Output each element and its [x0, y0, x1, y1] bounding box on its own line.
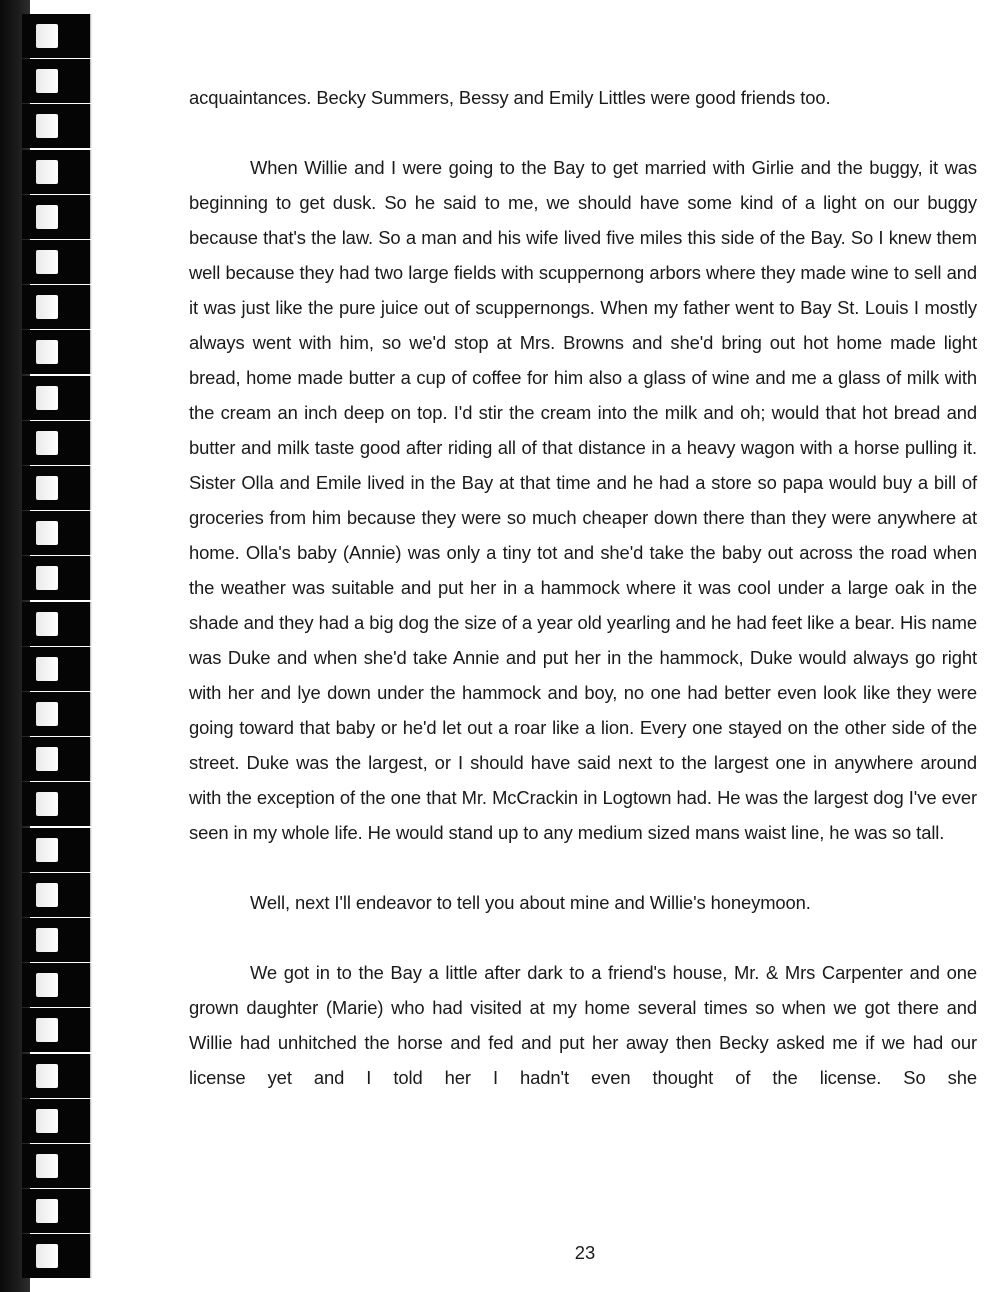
binding-loop	[22, 104, 90, 148]
binding-loop	[22, 737, 90, 781]
binding-loop	[22, 602, 90, 646]
binding-loop	[22, 692, 90, 736]
binding-loop	[22, 466, 90, 510]
binding-loop	[22, 1099, 90, 1143]
binding-loop	[22, 647, 90, 691]
binding-loop	[22, 150, 90, 194]
binding-loop	[22, 828, 90, 872]
binding-loop	[22, 511, 90, 555]
binding-loop	[22, 556, 90, 600]
page-number: 23	[574, 1242, 596, 1263]
binding-loop	[22, 240, 90, 284]
binding-loop	[22, 421, 90, 465]
paragraph-1: acquaintances. Becky Summers, Bessy and Emily Littles were good friends too.	[189, 87, 831, 108]
paragraph-2: When Willie and I were going to the Bay to get married with Girlie and the buggy, it was beginning to get dusk. So he said to me, we should have some kind of a light on our buggy because that's the law. So a man and his wife lived five miles this side of the Bay. So I knew them well because they had two large fields with scuppernong arbors where they made wine to sell and it was just like the pure juice out of scuppernongs. When my father went to Bay St. Louis I mostly always went with him, so we'd stop at Mrs. Browns and she'd bring out hot home made light bread, home made butter a cup of coffee for him also a glass of wine and me a glass of milk with the cream an inch deep on top. I'd stir the cream into the milk and oh; would that hot bread and butter and milk taste good after riding all of that distance in a heavy wagon with a horse pulling it. Sister Olla and Emile lived in the Bay at that time and he had a store so papa would buy a bill of groceries from him because they were so much cheaper down there than they were anywhere at home. Olla's baby (Annie) was only a tiny tot and she'd take the baby out across the road when the weather was suitable and put her in a hammock where it was cool under a large oak in the shade and they had a big dog the size of a year old yearling and he had feet like a bear. His name was Duke and when she'd take Annie and put her in the hammock, Duke would always go right with her and lye down under the hammock and boy, no one had better even look like they were going toward that baby or he'd let out a roar like a lion. Every one stayed on the other side of the street. Duke was the largest, or I should have said next to the largest one in anywhere around with the exception of the one that Mr. McCrackin in Logtown had. He was the largest dog I've ever seen in my whole life. He would stand up to any medium sized mans waist line, he was so tall.	[189, 157, 977, 843]
paragraph-3: Well, next I'll endeavor to tell you about mine and Willie's honeymoon.	[250, 892, 811, 913]
binding-loop	[22, 782, 90, 826]
binding-loop	[22, 59, 90, 103]
binding-loop	[22, 285, 90, 329]
binding-loop	[22, 963, 90, 1007]
binding-loop	[22, 195, 90, 239]
binding-loop	[22, 330, 90, 374]
paragraph-4: We got in to the Bay a little after dark to a friend's house, Mr. & Mrs Carpenter and one grown daughter (Marie) who had visited at my home several times so when we got there and Willie had unhitched the horse and fed and put her away then Becky asked me if we had our license yet and I told her I hadn't even thought of the license. So she	[189, 962, 977, 1088]
binding-loop	[22, 1054, 90, 1098]
binding-loop	[22, 1234, 90, 1278]
page-text	[189, 80, 977, 1095]
binding-loop	[22, 1189, 90, 1233]
spiral-binding	[0, 0, 92, 1292]
binding-loop	[22, 376, 90, 420]
binding-loop	[22, 1144, 90, 1188]
binding-loop	[22, 918, 90, 962]
binding-loop	[22, 1008, 90, 1052]
binding-loop	[22, 873, 90, 917]
binding-loop	[22, 14, 90, 58]
